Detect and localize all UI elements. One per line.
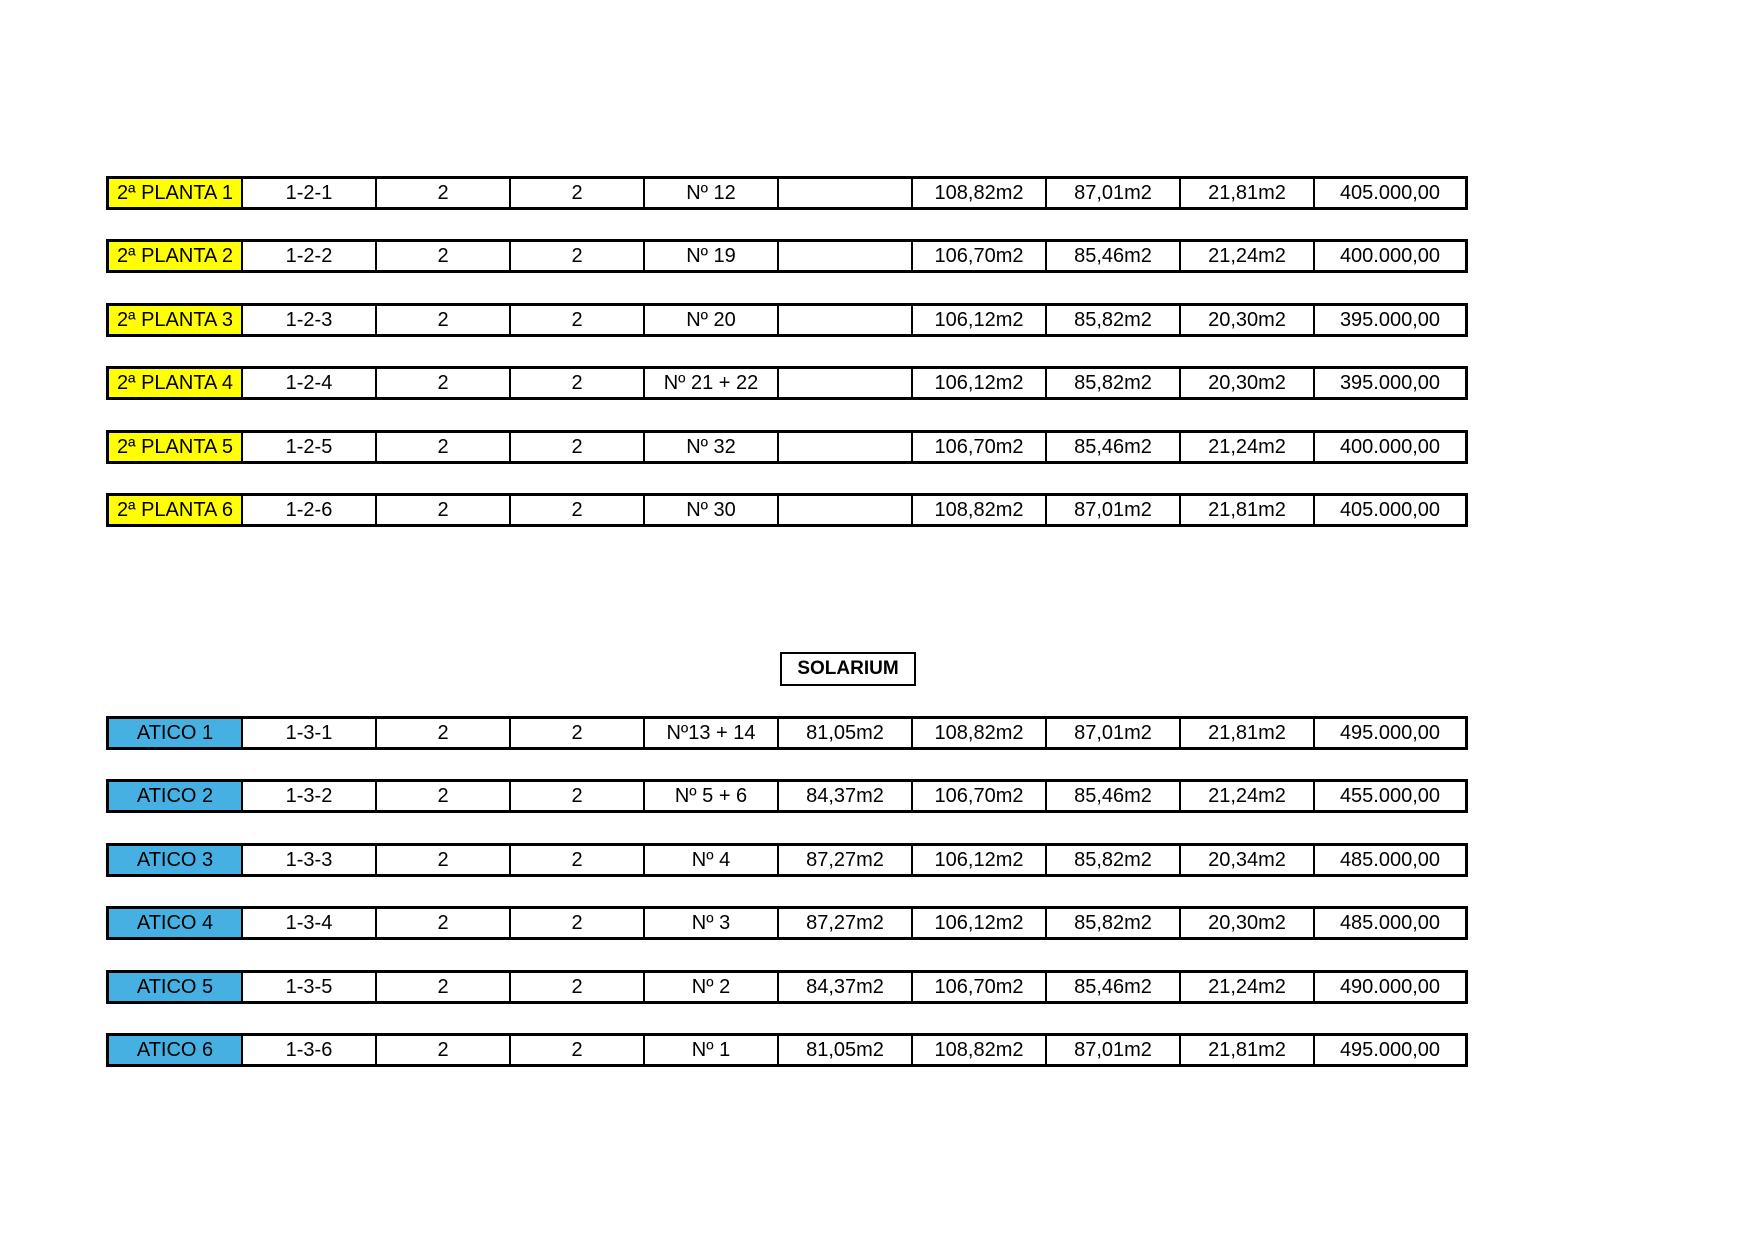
number-cell: Nº13 + 14 [645,719,779,747]
area-util-cell: 85,82m2 [1047,369,1181,397]
area-terraza-cell: 20,30m2 [1181,306,1315,334]
table-row [106,176,1468,210]
price-cell: 485.000,00 [1315,846,1468,874]
solarium-cell [779,369,913,397]
table-row [106,1033,1468,1067]
area-total-cell: 106,12m2 [913,909,1047,937]
unit-ref-cell: 1-2-4 [243,369,377,397]
area-util-cell: 85,46m2 [1047,973,1181,1001]
area-terraza-cell: 21,24m2 [1181,433,1315,461]
area-total-cell: 108,82m2 [913,1036,1047,1064]
unit-ref-cell: 1-3-3 [243,846,377,874]
number-cell: Nº 21 + 22 [645,369,779,397]
solarium-cell [779,306,913,334]
unit-name-cell: ATICO 2 [109,782,243,810]
unit-ref-cell: 1-3-4 [243,909,377,937]
area-util-cell: 87,01m2 [1047,719,1181,747]
unit-name-cell: 2ª PLANTA 3 [109,306,243,334]
col4-cell: 2 [511,719,645,747]
unit-name-cell: ATICO 3 [109,846,243,874]
area-total-cell: 106,70m2 [913,433,1047,461]
solarium-cell: 84,37m2 [779,782,913,810]
number-cell: Nº 4 [645,846,779,874]
table-row [106,493,1468,527]
unit-name-cell: 2ª PLANTA 6 [109,496,243,524]
price-cell: 490.000,00 [1315,973,1468,1001]
number-cell: Nº 20 [645,306,779,334]
area-terraza-cell: 21,81m2 [1181,719,1315,747]
unit-name-cell: 2ª PLANTA 1 [109,179,243,207]
price-cell: 405.000,00 [1315,179,1468,207]
unit-name-cell: ATICO 5 [109,973,243,1001]
price-cell: 395.000,00 [1315,369,1468,397]
table-row [106,716,1468,750]
col3-cell: 2 [377,496,511,524]
area-util-cell: 85,82m2 [1047,909,1181,937]
area-util-cell: 85,46m2 [1047,433,1181,461]
price-cell: 400.000,00 [1315,433,1468,461]
solarium-cell: 84,37m2 [779,973,913,1001]
table-row [106,366,1468,400]
unit-ref-cell: 1-2-3 [243,306,377,334]
solarium-cell: 87,27m2 [779,846,913,874]
area-total-cell: 108,82m2 [913,719,1047,747]
area-terraza-cell: 20,30m2 [1181,909,1315,937]
col4-cell: 2 [511,369,645,397]
unit-name-cell: 2ª PLANTA 4 [109,369,243,397]
price-cell: 495.000,00 [1315,1036,1468,1064]
area-terraza-cell: 20,34m2 [1181,846,1315,874]
area-util-cell: 87,01m2 [1047,179,1181,207]
price-cell: 455.000,00 [1315,782,1468,810]
area-util-cell: 85,82m2 [1047,846,1181,874]
price-cell: 395.000,00 [1315,306,1468,334]
unit-name-cell: ATICO 6 [109,1036,243,1064]
area-util-cell: 85,46m2 [1047,242,1181,270]
col4-cell: 2 [511,496,645,524]
unit-name-cell: ATICO 1 [109,719,243,747]
unit-ref-cell: 1-3-6 [243,1036,377,1064]
col3-cell: 2 [377,973,511,1001]
area-total-cell: 106,12m2 [913,846,1047,874]
price-cell: 405.000,00 [1315,496,1468,524]
unit-name-cell: ATICO 4 [109,909,243,937]
col3-cell: 2 [377,179,511,207]
unit-ref-cell: 1-3-1 [243,719,377,747]
col4-cell: 2 [511,433,645,461]
col3-cell: 2 [377,846,511,874]
unit-ref-cell: 1-3-2 [243,782,377,810]
area-total-cell: 106,70m2 [913,973,1047,1001]
area-terraza-cell: 21,24m2 [1181,242,1315,270]
area-util-cell: 85,46m2 [1047,782,1181,810]
solarium-cell [779,433,913,461]
solarium-cell: 81,05m2 [779,719,913,747]
number-cell: Nº 30 [645,496,779,524]
number-cell: Nº 32 [645,433,779,461]
unit-ref-cell: 1-2-5 [243,433,377,461]
area-terraza-cell: 20,30m2 [1181,369,1315,397]
area-total-cell: 108,82m2 [913,179,1047,207]
col3-cell: 2 [377,306,511,334]
area-terraza-cell: 21,24m2 [1181,973,1315,1001]
area-total-cell: 106,12m2 [913,369,1047,397]
col3-cell: 2 [377,782,511,810]
col4-cell: 2 [511,306,645,334]
table-row [106,906,1468,940]
area-total-cell: 106,70m2 [913,782,1047,810]
solarium-cell [779,496,913,524]
solarium-cell: 87,27m2 [779,909,913,937]
col3-cell: 2 [377,242,511,270]
price-cell: 495.000,00 [1315,719,1468,747]
price-cell: 400.000,00 [1315,242,1468,270]
area-total-cell: 106,70m2 [913,242,1047,270]
unit-ref-cell: 1-2-6 [243,496,377,524]
solarium-cell [779,179,913,207]
solarium-cell: 81,05m2 [779,1036,913,1064]
unit-ref-cell: 1-3-5 [243,973,377,1001]
table-row [106,430,1468,464]
col4-cell: 2 [511,782,645,810]
number-cell: Nº 19 [645,242,779,270]
col3-cell: 2 [377,369,511,397]
area-total-cell: 106,12m2 [913,306,1047,334]
area-util-cell: 85,82m2 [1047,306,1181,334]
col3-cell: 2 [377,719,511,747]
table-row [106,239,1468,273]
solarium-cell [779,242,913,270]
number-cell: Nº 3 [645,909,779,937]
table-row [106,970,1468,1004]
col4-cell: 2 [511,846,645,874]
col4-cell: 2 [511,179,645,207]
area-terraza-cell: 21,24m2 [1181,782,1315,810]
number-cell: Nº 2 [645,973,779,1001]
number-cell: Nº 1 [645,1036,779,1064]
area-terraza-cell: 21,81m2 [1181,179,1315,207]
unit-name-cell: 2ª PLANTA 5 [109,433,243,461]
area-total-cell: 108,82m2 [913,496,1047,524]
col3-cell: 2 [377,433,511,461]
col4-cell: 2 [511,1036,645,1064]
area-util-cell: 87,01m2 [1047,1036,1181,1064]
solarium-header: SOLARIUM [780,652,916,686]
number-cell: Nº 5 + 6 [645,782,779,810]
unit-name-cell: 2ª PLANTA 2 [109,242,243,270]
unit-ref-cell: 1-2-2 [243,242,377,270]
area-terraza-cell: 21,81m2 [1181,496,1315,524]
table-row [106,779,1468,813]
number-cell: Nº 12 [645,179,779,207]
table-row [106,303,1468,337]
col4-cell: 2 [511,973,645,1001]
table-row [106,843,1468,877]
price-cell: 485.000,00 [1315,909,1468,937]
area-util-cell: 87,01m2 [1047,496,1181,524]
col4-cell: 2 [511,909,645,937]
col3-cell: 2 [377,1036,511,1064]
unit-ref-cell: 1-2-1 [243,179,377,207]
area-terraza-cell: 21,81m2 [1181,1036,1315,1064]
col4-cell: 2 [511,242,645,270]
col3-cell: 2 [377,909,511,937]
